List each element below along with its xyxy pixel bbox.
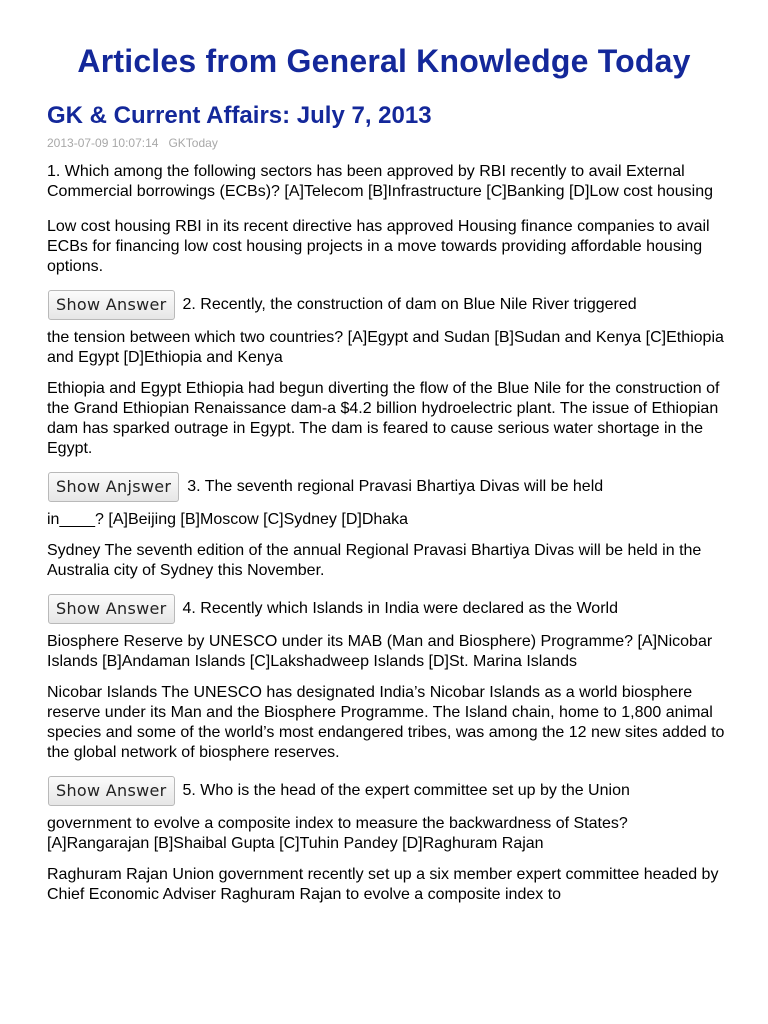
question-4-text-rest: Biosphere Reserve by UNESCO under its MAB (Man and Biosphere) Programme? [A]Nicobar Islands [B]Andaman Islands [C]Lakshadweep Islands [D]St. Marina Islands — [47, 633, 713, 670]
site-title: Articles from General Knowledge Today — [77, 43, 691, 79]
question-2-text-start: 2. Recently, the construction of dam on Blue Nile River triggered — [182, 296, 637, 313]
question-5-first-line — [47, 774, 727, 808]
post-date: 2013-07-09 10:07:14 — [47, 136, 159, 150]
question-5-text-start: 5. Who is the head of the expert committee set up by the Union — [182, 782, 630, 799]
show-answer-button[interactable]: Show Answer — [48, 594, 175, 624]
question-3-text-rest: in____? [A]Beijing [B]Moscow [C]Sydney [D]Dhaka — [47, 511, 409, 528]
show-answer-button[interactable]: Show Anjswer — [48, 472, 179, 502]
answer-4-text: Nicobar Islands The UNESCO has designated India’s Nicobar Islands as a world biosphere reserve under its Man and the Biosphere Programme. The Island chain, home to 1,800 animal species and some of the world’s most endangered tribes, was among the 12 new sites added to the global network of biosphere reserves. — [47, 684, 725, 761]
question-5-text-rest: government to evolve a composite index to measure the backwardness of States? [A]Rangarajan [B]Shaibal Gupta [C]Tuhin Pandey [D]Raghuram Rajan — [47, 815, 628, 852]
answer-2-text: Ethiopia and Egypt Ethiopia had begun diverting the flow of the Blue Nile for the construction of the Grand Ethiopian Renaissance dam-a $4.2 billion hydroelectric plant. The issue of Ethiopian dam has sparked outrage in Egypt. The dam is feared to cause serious water shortage in the Egypt. — [47, 380, 720, 457]
post-author: GKToday — [168, 136, 218, 150]
question-1-text: 1. Which among the following sectors has been approved by RBI recently to avail External Commercial borrowings (ECBs)? [A]Telecom [B]Infrastructure [C]Banking [D]Low cost housing — [47, 163, 714, 200]
question-5-block — [47, 774, 727, 854]
show-answer-button[interactable]: Show Answer — [48, 290, 175, 320]
show-answer-button[interactable]: Show Answer — [48, 776, 175, 806]
question-2-block — [47, 288, 727, 368]
question-4-block — [47, 592, 727, 672]
article-content — [47, 162, 727, 916]
question-4-first-line — [47, 592, 727, 626]
answer-3-text: Sydney The seventh edition of the annual Regional Pravasi Bhartiya Divas will be held in the Australia city of Sydney this November. — [47, 542, 702, 579]
answer-1-text: Low cost housing RBI in its recent directive has approved Housing finance companies to avail ECBs for financing low cost housing projects in a move towards providing affordable housing options. — [47, 218, 710, 275]
answer-5-text: Raghuram Rajan Union government recently set up a six member expert committee headed by Chief Economic Adviser Raghuram Rajan to evolve a composite index to — [47, 866, 719, 903]
post-meta — [47, 135, 218, 151]
question-3-block — [47, 470, 727, 530]
question-3-first-line — [47, 470, 727, 504]
question-4-text-start: 4. Recently which Islands in India were declared as the World — [182, 600, 618, 617]
question-2-text-rest: the tension between which two countries? [A]Egypt and Sudan [B]Sudan and Kenya [C]Ethiopia and Egypt [D]Ethiopia and Kenya — [47, 329, 724, 366]
question-3-text-start: 3. The seventh regional Pravasi Bhartiya Divas will be held — [187, 478, 604, 495]
question-2-first-line — [47, 288, 727, 322]
post-title: GK & Current Affairs: July 7, 2013 — [47, 102, 432, 129]
